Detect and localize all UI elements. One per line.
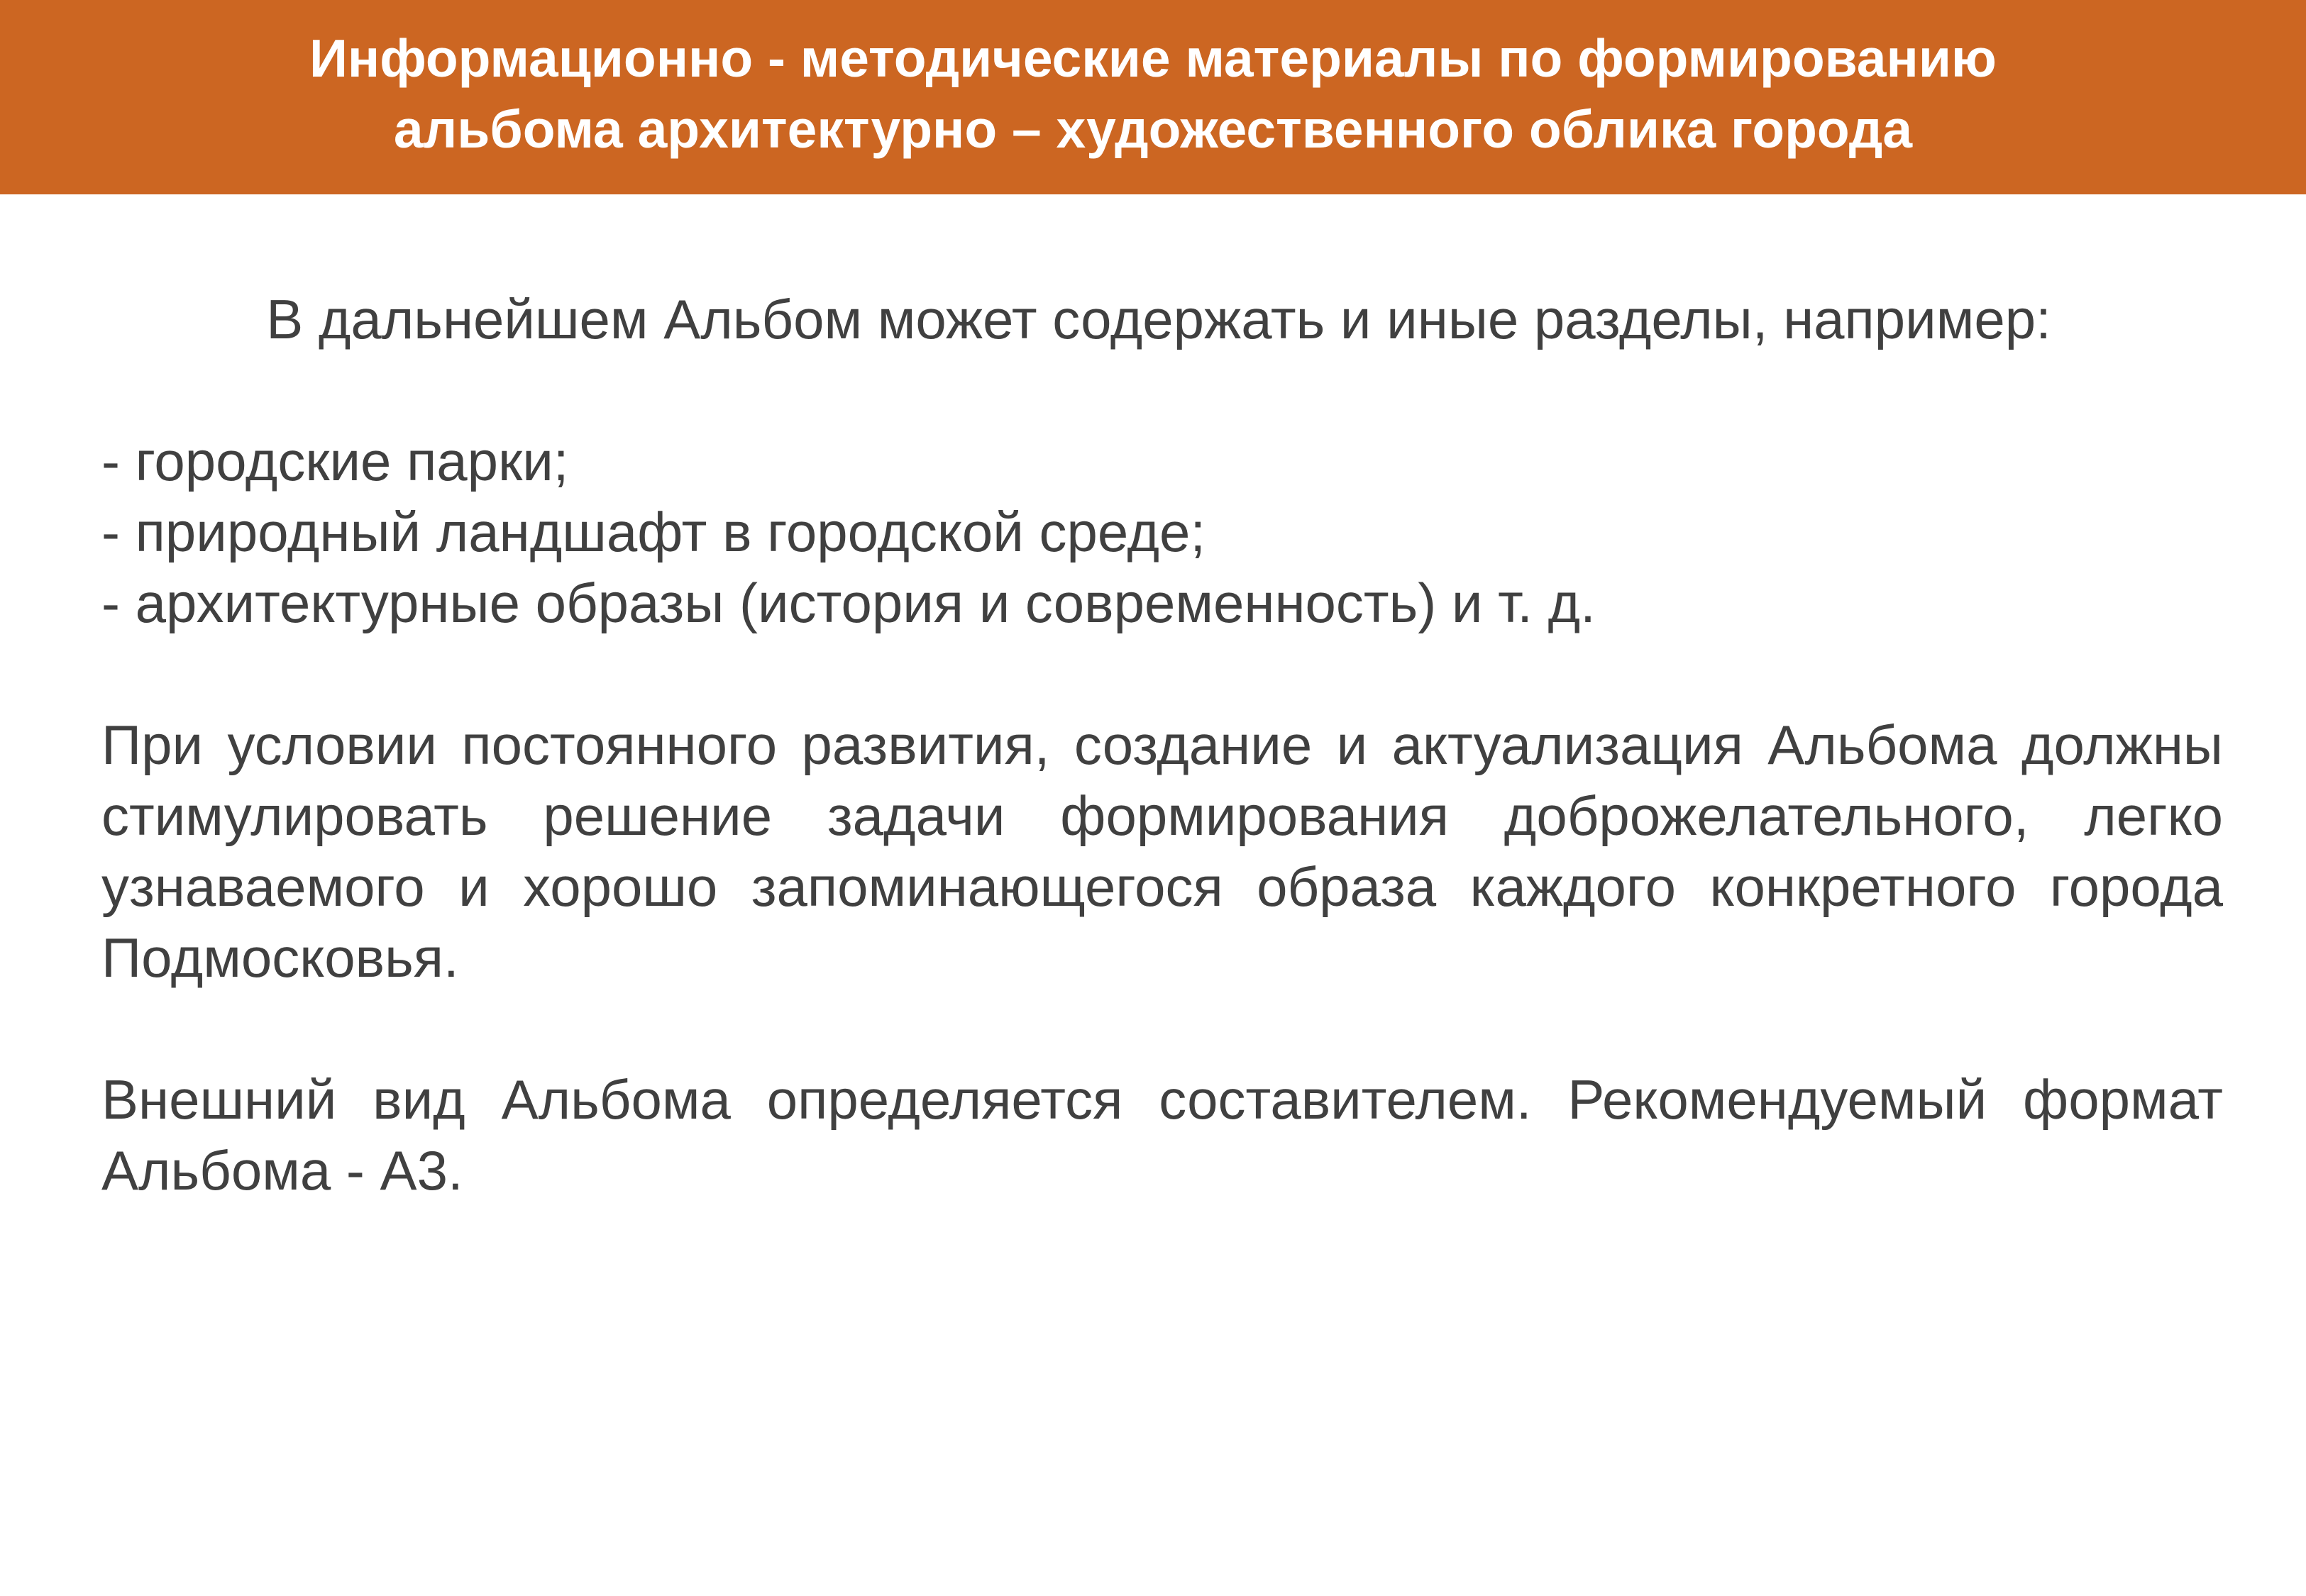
- title-banner: [0, 0, 2306, 194]
- spacer: [101, 355, 2223, 426]
- title-line-1: Информационно - методические материалы по формированию: [309, 28, 1997, 88]
- paragraph-format: Внешний вид Альбома определяется составителем. Рекомендуемый формат Альбома - А3.: [101, 1068, 2223, 1202]
- slide-body: [101, 284, 2223, 1206]
- list-item: - городские парки;: [101, 430, 569, 492]
- list-item: - природный ландшафт в городской среде;: [101, 501, 1206, 563]
- list-item: - архитектурные образы (история и современность) и т. д.: [101, 572, 1596, 634]
- sections-list: [101, 426, 2223, 638]
- spacer: [101, 638, 2223, 709]
- paragraph-development: При условии постоянного развития, создание и актуализация Альбома должны стимулировать решение задачи формирования доброжелательного, легко узнаваемого и хорошо запоминающегося образа каждого конкретного города Подмосковья.: [101, 714, 2223, 989]
- intro-text: В дальнейшем Альбом может содержать и иные разделы, например:: [266, 288, 2051, 350]
- spacer: [101, 993, 2223, 1064]
- title-line-2: альбома архитектурно – художественного облика города: [393, 99, 1913, 159]
